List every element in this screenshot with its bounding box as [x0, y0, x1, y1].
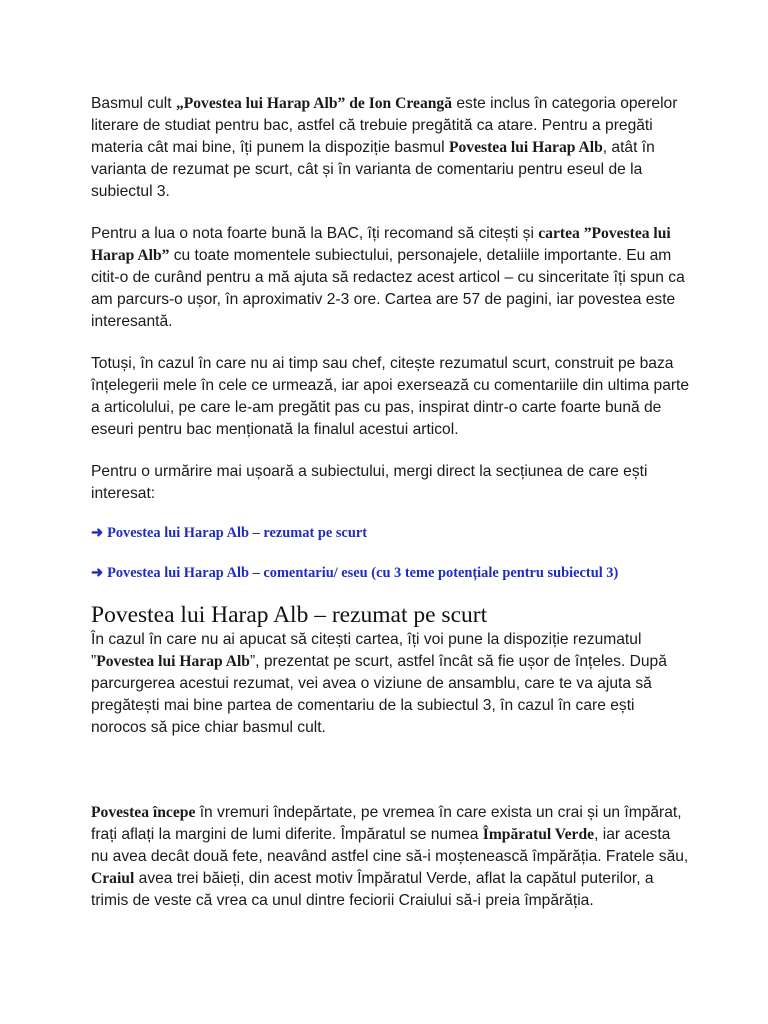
emphasis: Craiul — [91, 870, 135, 887]
link-comentariu[interactable]: ➜ Povestea lui Harap Alb – comentariu/ eseu (cu 3 teme potențiale pentru subiectul 3) — [91, 565, 619, 581]
intro-paragraph-2: Pentru a lua o nota foarte bună la BAC, îți recomand să citești și cartea ”Povestea lui Harap Alb” cu toate momentele subiectului, personajele, detaliile importante. Eu am citit-o de curând pentru a mă ajuta să redactez acest articol – cu sinceritate îți spun ca am parcurs-o ușor, în aproximativ 2-3 ore. Cartea are 57 de pagini, iar povestea este interesantă. — [91, 225, 685, 330]
book-title-author: „Povestea lui Harap Alb” de Ion Creangă — [175, 95, 453, 112]
link-rezumat[interactable]: ➜ Povestea lui Harap Alb – rezumat pe scurt — [91, 525, 367, 541]
intro-paragraph-4: Pentru o urmărire mai ușoară a subiectului, mergi direct la secțiunea de care ești interesat: — [91, 463, 648, 502]
article — [91, 93, 691, 912]
arrow-right-icon: ➜ — [91, 525, 104, 541]
section-heading: Povestea lui Harap Alb – rezumat pe scurt — [91, 602, 488, 628]
arrow-right-icon: ➜ — [91, 565, 104, 581]
book-title: Povestea lui Harap Alb — [448, 139, 603, 156]
summary-paragraph-2: Povestea începe în vremuri îndepărtate, pe vremea în care exista un crai și un împărat, frați aflați la margini de lumi diferite. Împăratul se numea Împăratul Verde, iar acesta nu avea decât două fete, neavând astfel cine să-i moștenească împărăția. Fratele său, Craiul avea trei băieți, din acest motiv Împăratul Verde, aflat la capătul puterilor, a trimis de veste că vrea ca unul dintre feciorii Craiului să-i preia împărăția. — [91, 804, 689, 909]
emphasis: Povestea începe — [91, 804, 196, 821]
book-recommendation: cartea ”Povestea lui Harap Alb” — [91, 225, 671, 264]
book-title: Povestea lui Harap Alb — [96, 653, 250, 670]
summary-paragraph-1: În cazul în care nu ai apucat să citești cartea, îți voi pune la dispoziție rezumatul ”Povestea lui Harap Alb”, prezentat pe scurt, astfel încât să fie ușor de înțeles. După parcurgerea acestui rezumat, vei avea o viziune de ansamblu, care te va ajuta să pregătești mai bine partea de comentariu de la subiectul 3, în cazul în care ești norocos să pice chiar basmul cult. — [91, 631, 667, 736]
intro-paragraph-1: Basmul cult „Povestea lui Harap Alb” de Ion Creangă este inclus în categoria operelor literare de studiat pentru bac, astfel că trebuie pregătită ca atare. Pentru a pregăti materia cât mai bine, îți punem la dispoziție basmul Povestea lui Harap Alb, atât în varianta de rezumat pe scurt, cât și în varianta de comentariu pentru eseul de la subiectul 3. — [91, 95, 678, 200]
intro-paragraph-3: Totuși, în cazul în care nu ai timp sau chef, citește rezumatul scurt, construit pe baza înțelegerii mele în cele ce urmează, iar apoi exersează cu comentariile din ultima parte a articolului, pe care le-am pregătit pas cu pas, inspirat dintr-o carte foarte bună de eseuri pentru bac menționată la finalul acestui articol. — [91, 355, 690, 438]
emphasis: Împăratul Verde — [482, 826, 595, 843]
